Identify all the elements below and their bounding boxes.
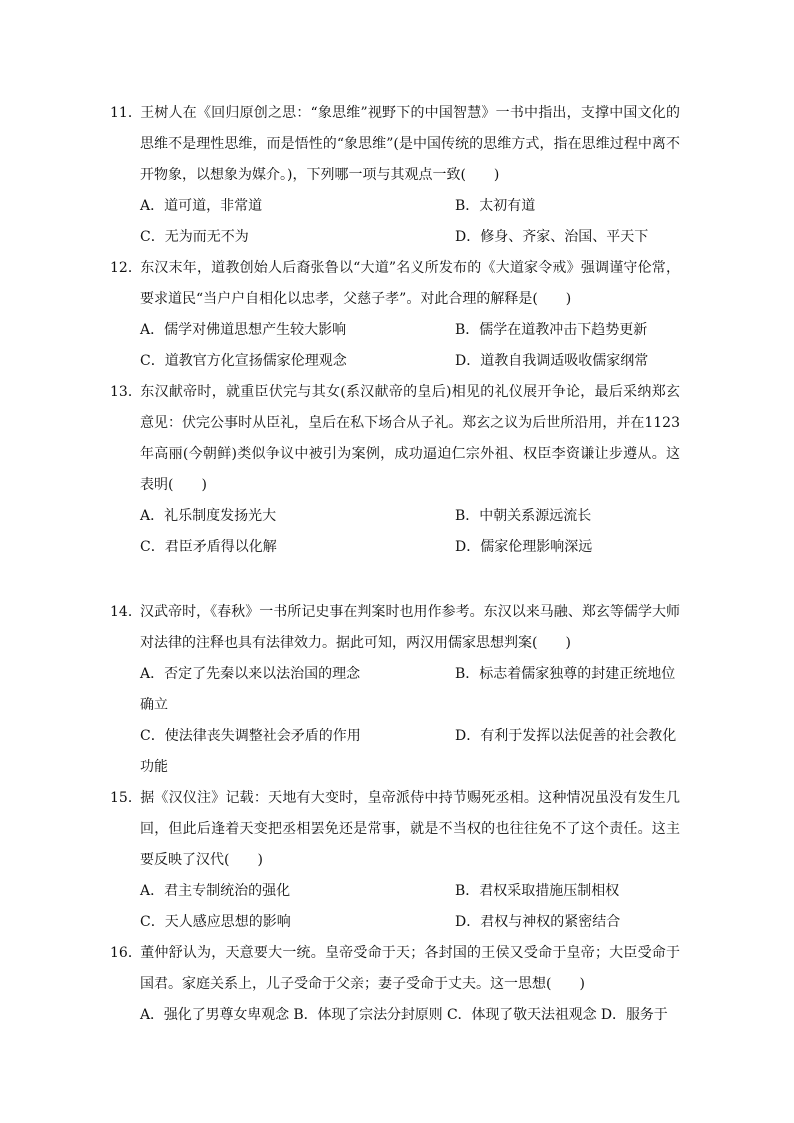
options — [110, 659, 680, 783]
option-c[interactable]: C．使法律丧失调整社会矛盾的作用 — [140, 728, 361, 744]
question-stem: 董仲舒认为，天意要大一统。皇帝受命于天；各封国的王侯又受命于皇帝；大臣受命于国君。家庭关系上，儿子受命于父亲；妻子受命于丈夫。这一思想( ) — [140, 945, 680, 992]
option-c[interactable]: C．道教官方化宣扬儒家伦理观念 — [140, 353, 347, 369]
option-a[interactable]: A．否定了先秦以来以法治国的理念 — [140, 666, 361, 682]
question-stem: 东汉末年，道教创始人后裔张鲁以“大道”名义所发布的《大道家令戒》强调谨守伦常，要求道民“当户户自相化以忠孝，父慈子孝”。对此合理的解释是( ) — [140, 260, 680, 307]
question-14 — [110, 597, 680, 783]
option-d-continued: 功能 — [140, 759, 168, 775]
question-number: 14． — [110, 604, 142, 620]
question-stem: 汉武帝时，《春秋》一书所记史事在判案时也用作参考。东汉以来马融、郑玄等儒学大师对法律的注释也具有法律效力。据此可知，两汉用儒家思想判案( ) — [140, 604, 680, 651]
question-number: 11． — [110, 105, 142, 121]
option-d[interactable]: D．儒家伦理影响深远 — [455, 539, 593, 555]
option-d[interactable]: D．修身、齐家、治国、平天下 — [455, 229, 649, 245]
question-13 — [110, 377, 680, 563]
option-c[interactable]: C．天人感应思想的影响 — [140, 914, 291, 930]
option-c[interactable]: C．君臣矛盾得以化解 — [140, 539, 277, 555]
question-number: 12． — [110, 260, 142, 276]
option-d[interactable]: D．君权与神权的紧密结合 — [455, 914, 621, 930]
question-16 — [110, 938, 680, 1031]
option-b[interactable]: B．标志着儒家独尊的封建正统地位 — [455, 666, 676, 682]
option-d[interactable]: D．服务于 — [600, 1007, 668, 1023]
question-12 — [110, 253, 680, 377]
option-b[interactable]: B．太初有道 — [455, 198, 536, 214]
question-number: 16． — [110, 945, 142, 961]
options — [110, 191, 680, 253]
option-c[interactable]: C．体现了敬天法祖观念 — [446, 1007, 597, 1023]
option-c[interactable]: C．无为而无不为 — [140, 229, 249, 245]
option-b[interactable]: B．中朝关系源远流长 — [455, 508, 592, 524]
option-a[interactable]: A．道可道，非常道 — [140, 198, 263, 214]
option-d[interactable]: D．道教自我调适吸收儒家纲常 — [455, 353, 649, 369]
option-b[interactable]: B．体现了宗法分封原则 — [293, 1007, 443, 1023]
option-b-continued: 确立 — [140, 697, 168, 713]
question-11 — [110, 98, 680, 253]
option-a[interactable]: A．礼乐制度发扬光大 — [140, 508, 277, 524]
options — [110, 315, 680, 377]
options — [110, 1000, 680, 1031]
question-stem: 王树人在《回归原创之思：“象思维”视野下的中国智慧》一书中指出，支撑中国文化的思维不是理性思维，而是悟性的“象思维”(是中国传统的思维方式，指在思维过程中离不开物象，以想象为媒介。)，下列哪一项与其观点一致( ) — [140, 105, 680, 183]
question-number: 15． — [110, 790, 142, 806]
options — [110, 501, 680, 563]
question-stem: 据《汉仪注》记载：天地有大变时，皇帝派侍中持节赐死丞相。这种情况虽没有发生几回，但此后逢着天变把丞相罢免还是常事，就是不当权的也往往免不了这个责任。这主要反映了汉代( ) — [140, 790, 680, 868]
option-a[interactable]: A．强化了男尊女卑观念 — [140, 1007, 290, 1023]
option-a[interactable]: A．君主专制统治的强化 — [140, 883, 291, 899]
option-a[interactable]: A．儒学对佛道思想产生较大影响 — [140, 322, 347, 338]
question-number: 13． — [110, 384, 142, 400]
options — [110, 876, 680, 938]
question-15 — [110, 783, 680, 938]
question-stem: 东汉献帝时，就重臣伏完与其女(系汉献帝的皇后)相见的礼仪展开争论，最后采纳郑玄意见：伏完公事时从臣礼，皇后在私下场合从子礼。郑玄之议为后世所沿用，并在1123年高丽(今朝鲜)类似争议中被引为案例，成功逼迫仁宗外祖、权臣李资谦让步遵从。这表明( ) — [140, 384, 680, 493]
option-d[interactable]: D．有利于发挥以法促善的社会教化 — [455, 728, 677, 744]
option-b[interactable]: B．君权采取措施压制相权 — [455, 883, 620, 899]
option-b[interactable]: B．儒学在道教冲击下趋势更新 — [455, 322, 648, 338]
